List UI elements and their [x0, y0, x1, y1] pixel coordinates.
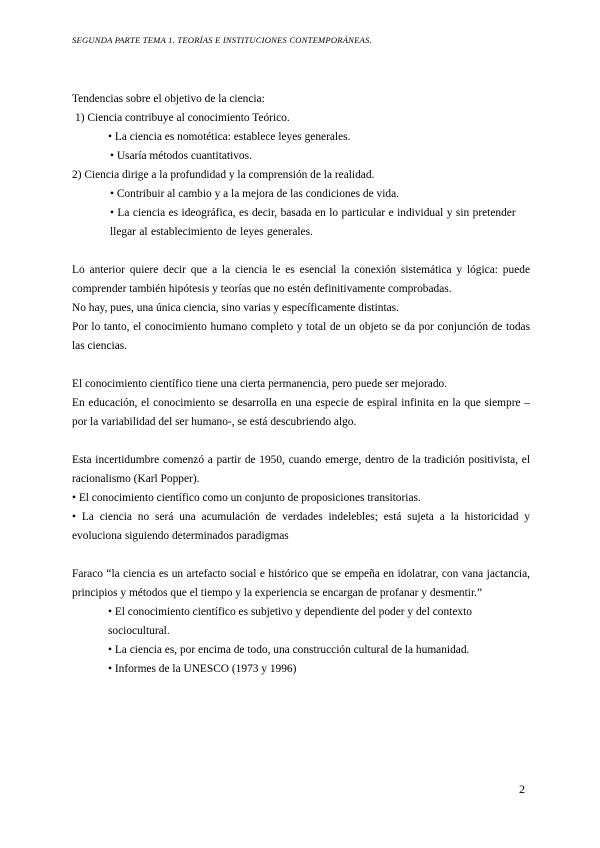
- bullet-item: • Contribuir al cambio y a la mejora de las condiciones de vida.: [110, 188, 399, 200]
- bullet-item: • La ciencia es, por encima de todo, una construcción cultural de la humanidad.: [108, 644, 470, 656]
- document-body: [72, 90, 530, 679]
- list-item-1: 1) Ciencia contribuye al conocimiento Teórico.: [75, 112, 290, 124]
- paragraph: Por lo tanto, el conocimiento humano completo y total de un objeto se da por conjunción de todas las ciencias.: [72, 321, 530, 352]
- bullet-item: • La ciencia no será una acumulación de verdades indelebles; está sujeta a la historicidad y evoluciona siguiendo determinados paradigmas: [72, 511, 530, 542]
- paragraph: Lo anterior quiere decir que a la ciencia le es esencial la conexión sistemática y lógica: puede comprender también hipótesis y teorías que no estén definitivamente comprobadas.: [72, 264, 530, 295]
- bullet-item: • La ciencia es ideográfica, es decir, basada en lo particular e individual y sin pretender llegar al establecimiento de leyes generales.: [110, 207, 516, 238]
- bullet-item: • El conocimiento científico como un conjunto de proposiciones transitorias.: [72, 492, 421, 504]
- bullet-item: • Usaría métodos cuantitativos.: [110, 150, 252, 162]
- bullet-item: • Informes de la UNESCO (1973 y 1996): [108, 663, 297, 675]
- paragraph: Esta incertidumbre comenzó a partir de 1950, cuando emerge, dentro de la tradición positivista, el racionalismo (Karl Popper).: [72, 454, 530, 485]
- page-number: 2: [519, 782, 525, 796]
- bullet-item: • El conocimiento científico es subjetivo y dependiente del poder y del contexto sociocultural.: [108, 606, 472, 637]
- paragraph: En educación, el conocimiento se desarrolla en una especie de espiral infinita en la que siempre –por la variabilidad del ser humano-, se está descubriendo algo.: [72, 397, 530, 428]
- bullet-item: • La ciencia es nomotética: establece leyes generales.: [108, 131, 351, 143]
- quote-paragraph: Faraco “la ciencia es un artefacto social e histórico que se empeña en idolatrar, con vana jactancia, principios y métodos que el tiempo y la experiencia se encargan de profanar y desmentir.”: [72, 568, 530, 599]
- section-title: Tendencias sobre el objetivo de la ciencia:: [72, 93, 265, 105]
- paragraph: No hay, pues, una única ciencia, sino varias y específicamente distintas.: [72, 302, 399, 314]
- list-item-2: 2) Ciencia dirige a la profundidad y la comprensión de la realidad.: [72, 169, 375, 181]
- page-header: SEGUNDA PARTE TEMA 1. TEORÍAS E INSTITUCIONES CONTEMPORÁNEAS.: [72, 35, 372, 45]
- paragraph: El conocimiento científico tiene una cierta permanencia, pero puede ser mejorado.: [72, 378, 448, 390]
